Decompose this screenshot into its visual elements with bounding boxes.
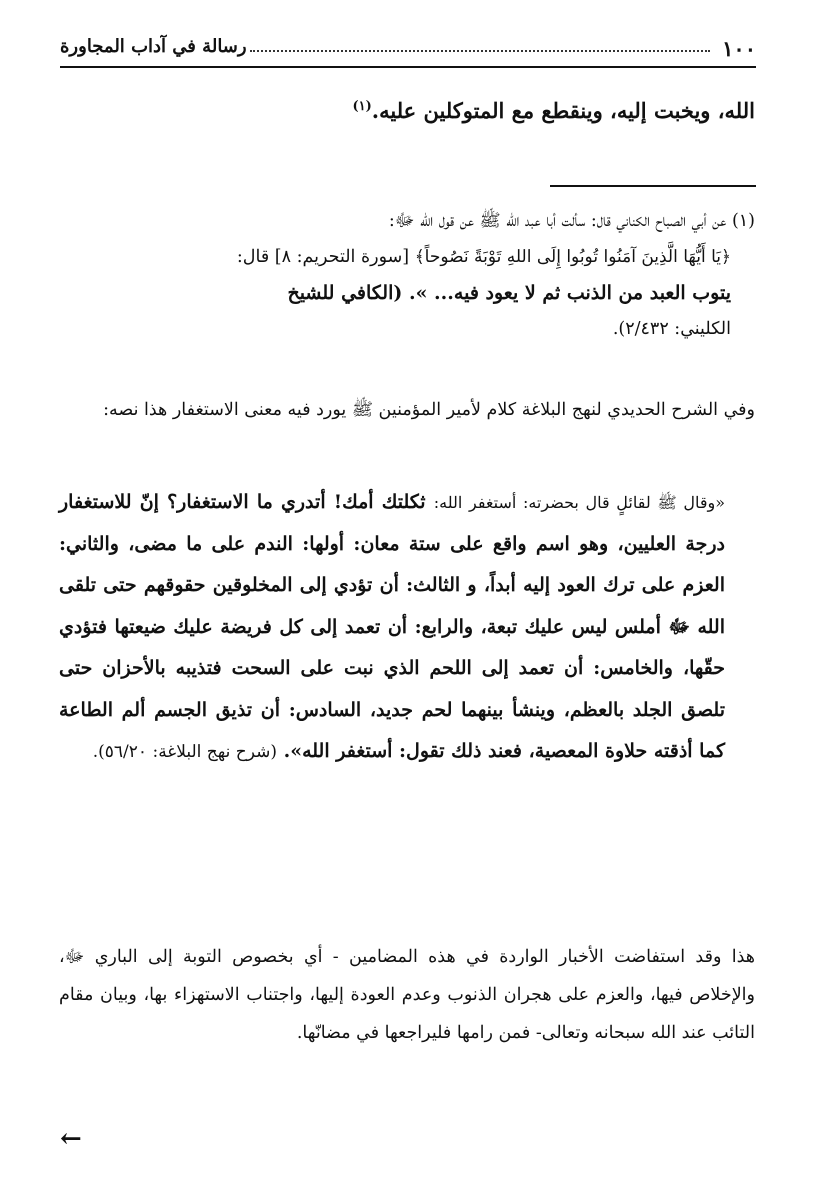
arrow-left-icon: ← (60, 1124, 82, 1154)
verse-reference: [سورة التحريم: ٨] قال: (236, 247, 410, 267)
footnote-reference: (١) (352, 99, 372, 114)
book-title: رسالة في آداب المجاورة (60, 36, 247, 57)
quote-body: ثكلتك أمك! أتدري ما الاستغفار؟ إنّ للاستغفار درجة العليين، وهو اسم واقع على ستة معان: أولها: الندم على ما مضى، والثاني: العزم على ترك العود إليه أبداً، و الثالث: أن تؤدي إلى المخلوقين حقوقهم حتى تلقى الله ﷻ أملس ليس عليك تبعة، والرابع: أن تعمد إلى كل فريضة عليك ضيعتها فتؤدي حقّها، والخامس: أن تعمد إلى اللحم الذي نبت على السحت فتذيبه بالأحزان حتى تلصق الجلد بالعظم، وينشأ بينهما لحم جديد، السادس: أن تذيق الجسم ألم الطاعة كما أذقته حلاوة المعصية، فعند ذلك تقول: أستغفر الله». (59, 491, 725, 762)
quote-source: (شرح نهج البلاغة: ٥٦/٢٠). (92, 742, 277, 762)
running-header (60, 36, 756, 68)
main-text: الله، ويخبت إليه، وينقطع مع المتوكلين عليه. (371, 98, 755, 123)
quote-lead: «وقال ﷺ لقائلٍ قال بحضرته: أستغفر الله: (433, 493, 726, 512)
footnote-line-1: (١) عن أبي الصباح الكناني قال: سألت أبا عبد الله ﷺ عن قول الله ﷻ: (388, 211, 755, 231)
paragraph-sharh: وفي الشرح الحديدي لنهج البلاغة كلام لأمير المؤمنين ﷺ يورد فيه معنى الاستغفار هذا نصه: (103, 400, 755, 420)
footnote-line-4: الكليني: ٢/٤٣٢). (612, 319, 731, 339)
footnote-line-3: يتوب العبد من الذنب ثم لا يعود فيه... ». (الكافي للشيخ (287, 282, 731, 304)
main-text-line (59, 98, 755, 123)
quran-verse: ﴿يَا أَيُّهَا الَّذِينَ آمَنُوا تُوبُوا إِلَى اللهِ تَوْبَةً نَصُوحاً﴾ (414, 247, 731, 267)
footnote-separator (550, 185, 756, 187)
page-number: ١٠٠ (722, 36, 756, 61)
header-dot-leader (250, 50, 710, 52)
quote-block (59, 482, 755, 774)
footnote (59, 203, 755, 347)
paragraph-conclusion: هذا وقد استفاضت الأخبار الواردة في هذه المضامين - أي بخصوص التوبة إلى الباري ﷻ، والإخلاص فيها، والعزم على هجران الذنوب وعدم العودة إليها، واجتناب الاستهزاء بها، وبيان مقام التائب عند الله سبحانه وتعالى- فمن رامها فليراجعها في مضانّها. (59, 947, 755, 1043)
footnote-verse-line (59, 239, 755, 275)
